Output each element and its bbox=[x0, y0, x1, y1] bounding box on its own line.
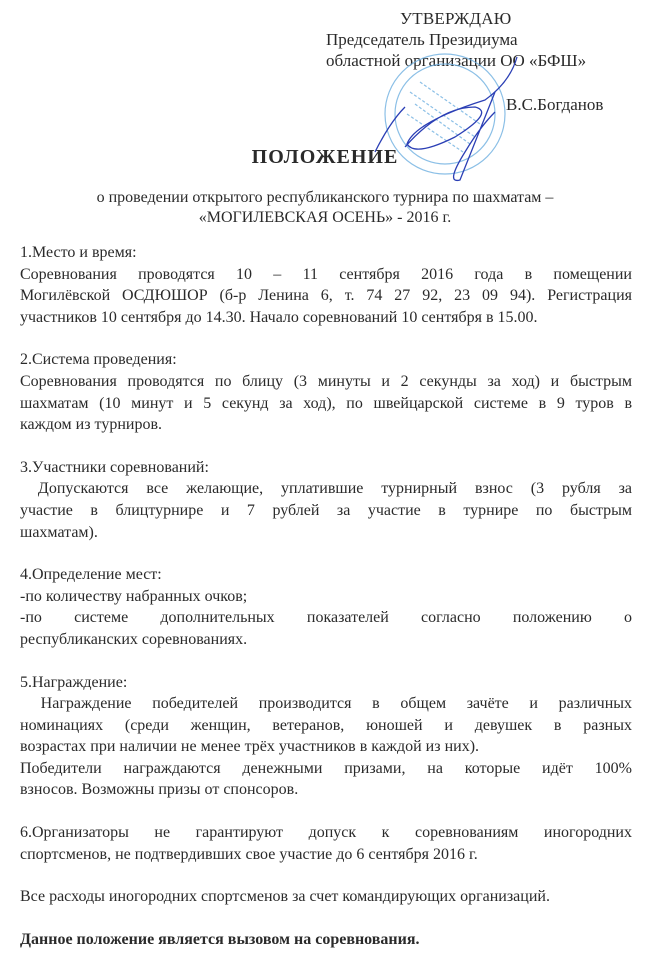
section-text-line: шахматам (10 минут и 5 секунд за ход), по швейцарской системе в 9 туров в bbox=[20, 394, 632, 412]
section-text-line: Могилёвской ОСДЮШОР (б-р Ленина 6, т. 74 27 92, 23 09 94). Регистрация bbox=[20, 287, 632, 305]
signatory-name: В.С.Богданов bbox=[506, 95, 604, 114]
section-text-line: номинациях (среди женщин, ветеранов, юношей и девушек в разных bbox=[20, 716, 632, 734]
section-text-line: республиканских соревнованиях. bbox=[20, 630, 248, 648]
approval-position-line1: Председатель Президиума bbox=[326, 30, 518, 49]
section-text-line: Соревнования проводятся 10 – 11 сентября 2016 года в помещении bbox=[20, 265, 632, 283]
section-text-line: -по количеству набранных очков; bbox=[20, 587, 248, 605]
section-venue-time bbox=[20, 242, 632, 328]
section-organizers bbox=[20, 822, 632, 865]
section-text-line: спортсменов, не подтвердивших свое участие до 6 сентября 2016 г. bbox=[20, 845, 478, 863]
document-body bbox=[20, 242, 632, 971]
section-text-line: Победители награждаются денежными призами, на которые идёт 100% bbox=[20, 759, 632, 777]
section-text-line: шахматам). bbox=[20, 523, 98, 541]
section-heading: 2.Система проведения: bbox=[20, 351, 177, 369]
section-heading: 4.Определение мест: bbox=[20, 566, 162, 584]
section-text-line: участие в блицтурнире и 7 рублей за участие в турнире по быстрым bbox=[20, 501, 632, 519]
section-ranking bbox=[20, 564, 632, 650]
section-heading: 3.Участники соревнований: bbox=[20, 458, 209, 476]
closing-statement: Данное положение является вызовом на соревнования. bbox=[20, 930, 420, 948]
section-heading: 1.Место и время: bbox=[20, 244, 137, 261]
expenses-note: Все расходы иногородних спортсменов за счет командирующих организаций. bbox=[20, 888, 550, 906]
section-text-line: Соревнования проводятся по блицу (3 минуты и 2 секунды за ход) и быстрым bbox=[20, 372, 632, 390]
section-text-line: участников 10 сентября до 14.30. Начало соревнований 10 сентября в 15.00. bbox=[20, 308, 538, 326]
section-heading: 5.Награждение: bbox=[20, 673, 128, 691]
section-text-line: Допускаются все желающие, уплатившие турнирный взнос (3 рубля за bbox=[20, 480, 632, 498]
section-text-line: возрастах при наличии не менее трёх участников в каждой из них). bbox=[20, 738, 480, 756]
section-text-line: 6.Организаторы не гарантируют допуск к соревнованиям иногородних bbox=[20, 824, 632, 842]
document-title: ПОЛОЖЕНИЕ bbox=[251, 146, 399, 168]
approval-position-line2: областной организации ОО «БФШ» bbox=[326, 51, 587, 70]
subtitle-line2: «МОГИЛЕВСКАЯ ОСЕНЬ» - 2016 г. bbox=[198, 209, 452, 226]
document-subtitle bbox=[0, 188, 650, 228]
section-text-line: взносов. Возможны призы от спонсоров. bbox=[20, 781, 299, 799]
section-system bbox=[20, 349, 632, 435]
subtitle-line1: о проведении открытого республиканского турнира по шахматам – bbox=[96, 189, 554, 206]
section-text-line: каждом из турниров. bbox=[20, 416, 162, 434]
section-participants bbox=[20, 457, 632, 543]
section-text-line: -по системе дополнительных показателей согласно положению о bbox=[20, 609, 632, 627]
section-awards bbox=[20, 672, 632, 802]
approval-title: УТВЕРЖДАЮ bbox=[400, 9, 512, 28]
section-text-line: Награждение победителей производится в общем зачёте и различных bbox=[20, 695, 632, 713]
